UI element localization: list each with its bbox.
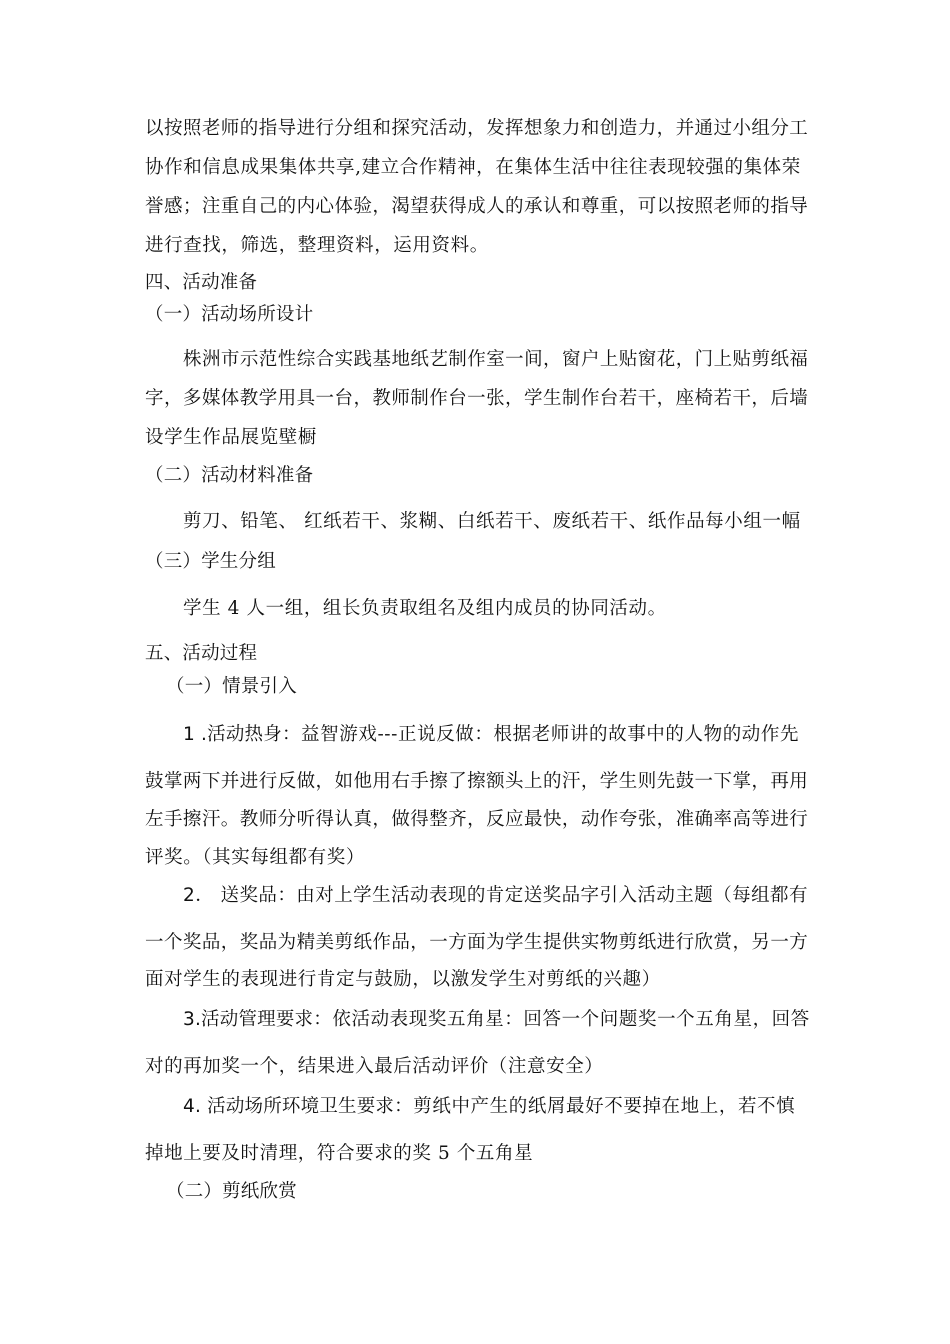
section-4-heading: 四、活动准备 (145, 272, 258, 293)
item-4-line-1 (183, 1095, 795, 1119)
section-4-2-line-1: 剪刀、铅笔、 红纸若干、浆糊、白纸若干、废纸若干、纸作品每小组一幅 (183, 511, 801, 532)
item-3-lead: 3.活动管理要求 (183, 1009, 314, 1030)
intro-line-3: 誉感；注重自己的内心体验，渴望获得成人的承认和尊重，可以按照老师的指导 (145, 196, 809, 217)
intro-line-4: 进行查找，筛选，整理资料，运用资料。 (145, 235, 489, 256)
item-2-line-3: 面对学生的表现进行肯定与鼓励，以激发学生对剪纸的兴趣） (145, 969, 661, 990)
section-4-1-line-1: 株洲市示范性综合实践基地纸艺制作室一间，窗户上贴窗花，门上贴剪纸福 (183, 349, 809, 370)
item-1-lead: 1 .活动热身 (183, 724, 282, 745)
item-3-line-2: 对的再加奖一个，结果进入最后活动评价（注意安全） (145, 1056, 604, 1077)
item-1-line-3: 左手擦汗。教师分听得认真，做得整齐，反应最快，动作夸张，准确率高等进行 (145, 809, 809, 830)
item-2-line-2: 一个奖品，奖品为精美剪纸作品，一方面为学生提供实物剪纸进行欣赏，另一方 (145, 932, 809, 953)
section-5-heading: 五、活动过程 (145, 643, 258, 664)
item-1-line-2: 鼓掌两下并进行反做，如他用右手擦了擦额头上的汗，学生则先鼓一下掌，再用 (145, 771, 809, 792)
item-4-lead: 4. 活动场所环境卫生要求 (183, 1096, 395, 1117)
section-4-3-line-1: 学生 4 人一组，组长负责取组名及组内成员的协同活动。 (183, 598, 667, 619)
item-1-line-4: 评奖。（其实每组都有奖） (145, 847, 365, 868)
item-2-text: ：由对上学生活动表现的肯定送奖品字引入活动主题（每组都有 (277, 885, 808, 906)
item-2-line-1 (183, 884, 808, 908)
item-4-text: ：剪纸中产生的纸屑最好不要掉在地上，若不慎 (394, 1096, 796, 1117)
section-4-1-heading: （一）活动场所设计 (145, 304, 314, 325)
section-4-1-line-2: 字，多媒体教学用具一台，教师制作台一张，学生制作台若干，座椅若干，后墙 (145, 388, 809, 409)
section-4-1-line-3: 设学生作品展览壁橱 (145, 427, 317, 448)
item-2-lead: 2． 送奖品 (183, 885, 278, 906)
section-4-2-heading: （二）活动材料准备 (145, 465, 314, 486)
section-5-2-heading: （二）剪纸欣赏 (166, 1181, 297, 1202)
item-4-line-2: 掉地上要及时清理，符合要求的奖 5 个五角星 (145, 1143, 534, 1164)
item-3-text: ：依活动表现奖五角星：回答一个问题奖一个五角星，回答 (313, 1009, 810, 1030)
section-5-1-heading: （一）情景引入 (166, 676, 297, 697)
section-4-3-heading: （三）学生分组 (145, 551, 276, 572)
item-1-line-1 (183, 723, 799, 747)
item-1-text: ：益智游戏---正说反做：根据老师讲的故事中的人物的动作先 (281, 724, 800, 745)
intro-line-2: 协作和信息成果集体共享,建立合作精神，在集体生活中往往表现较强的集体荣 (145, 157, 801, 178)
intro-line-1: 以按照老师的指导进行分组和探究活动，发挥想象力和创造力，并通过小组分工 (145, 118, 809, 139)
item-3-line-1 (183, 1008, 810, 1032)
